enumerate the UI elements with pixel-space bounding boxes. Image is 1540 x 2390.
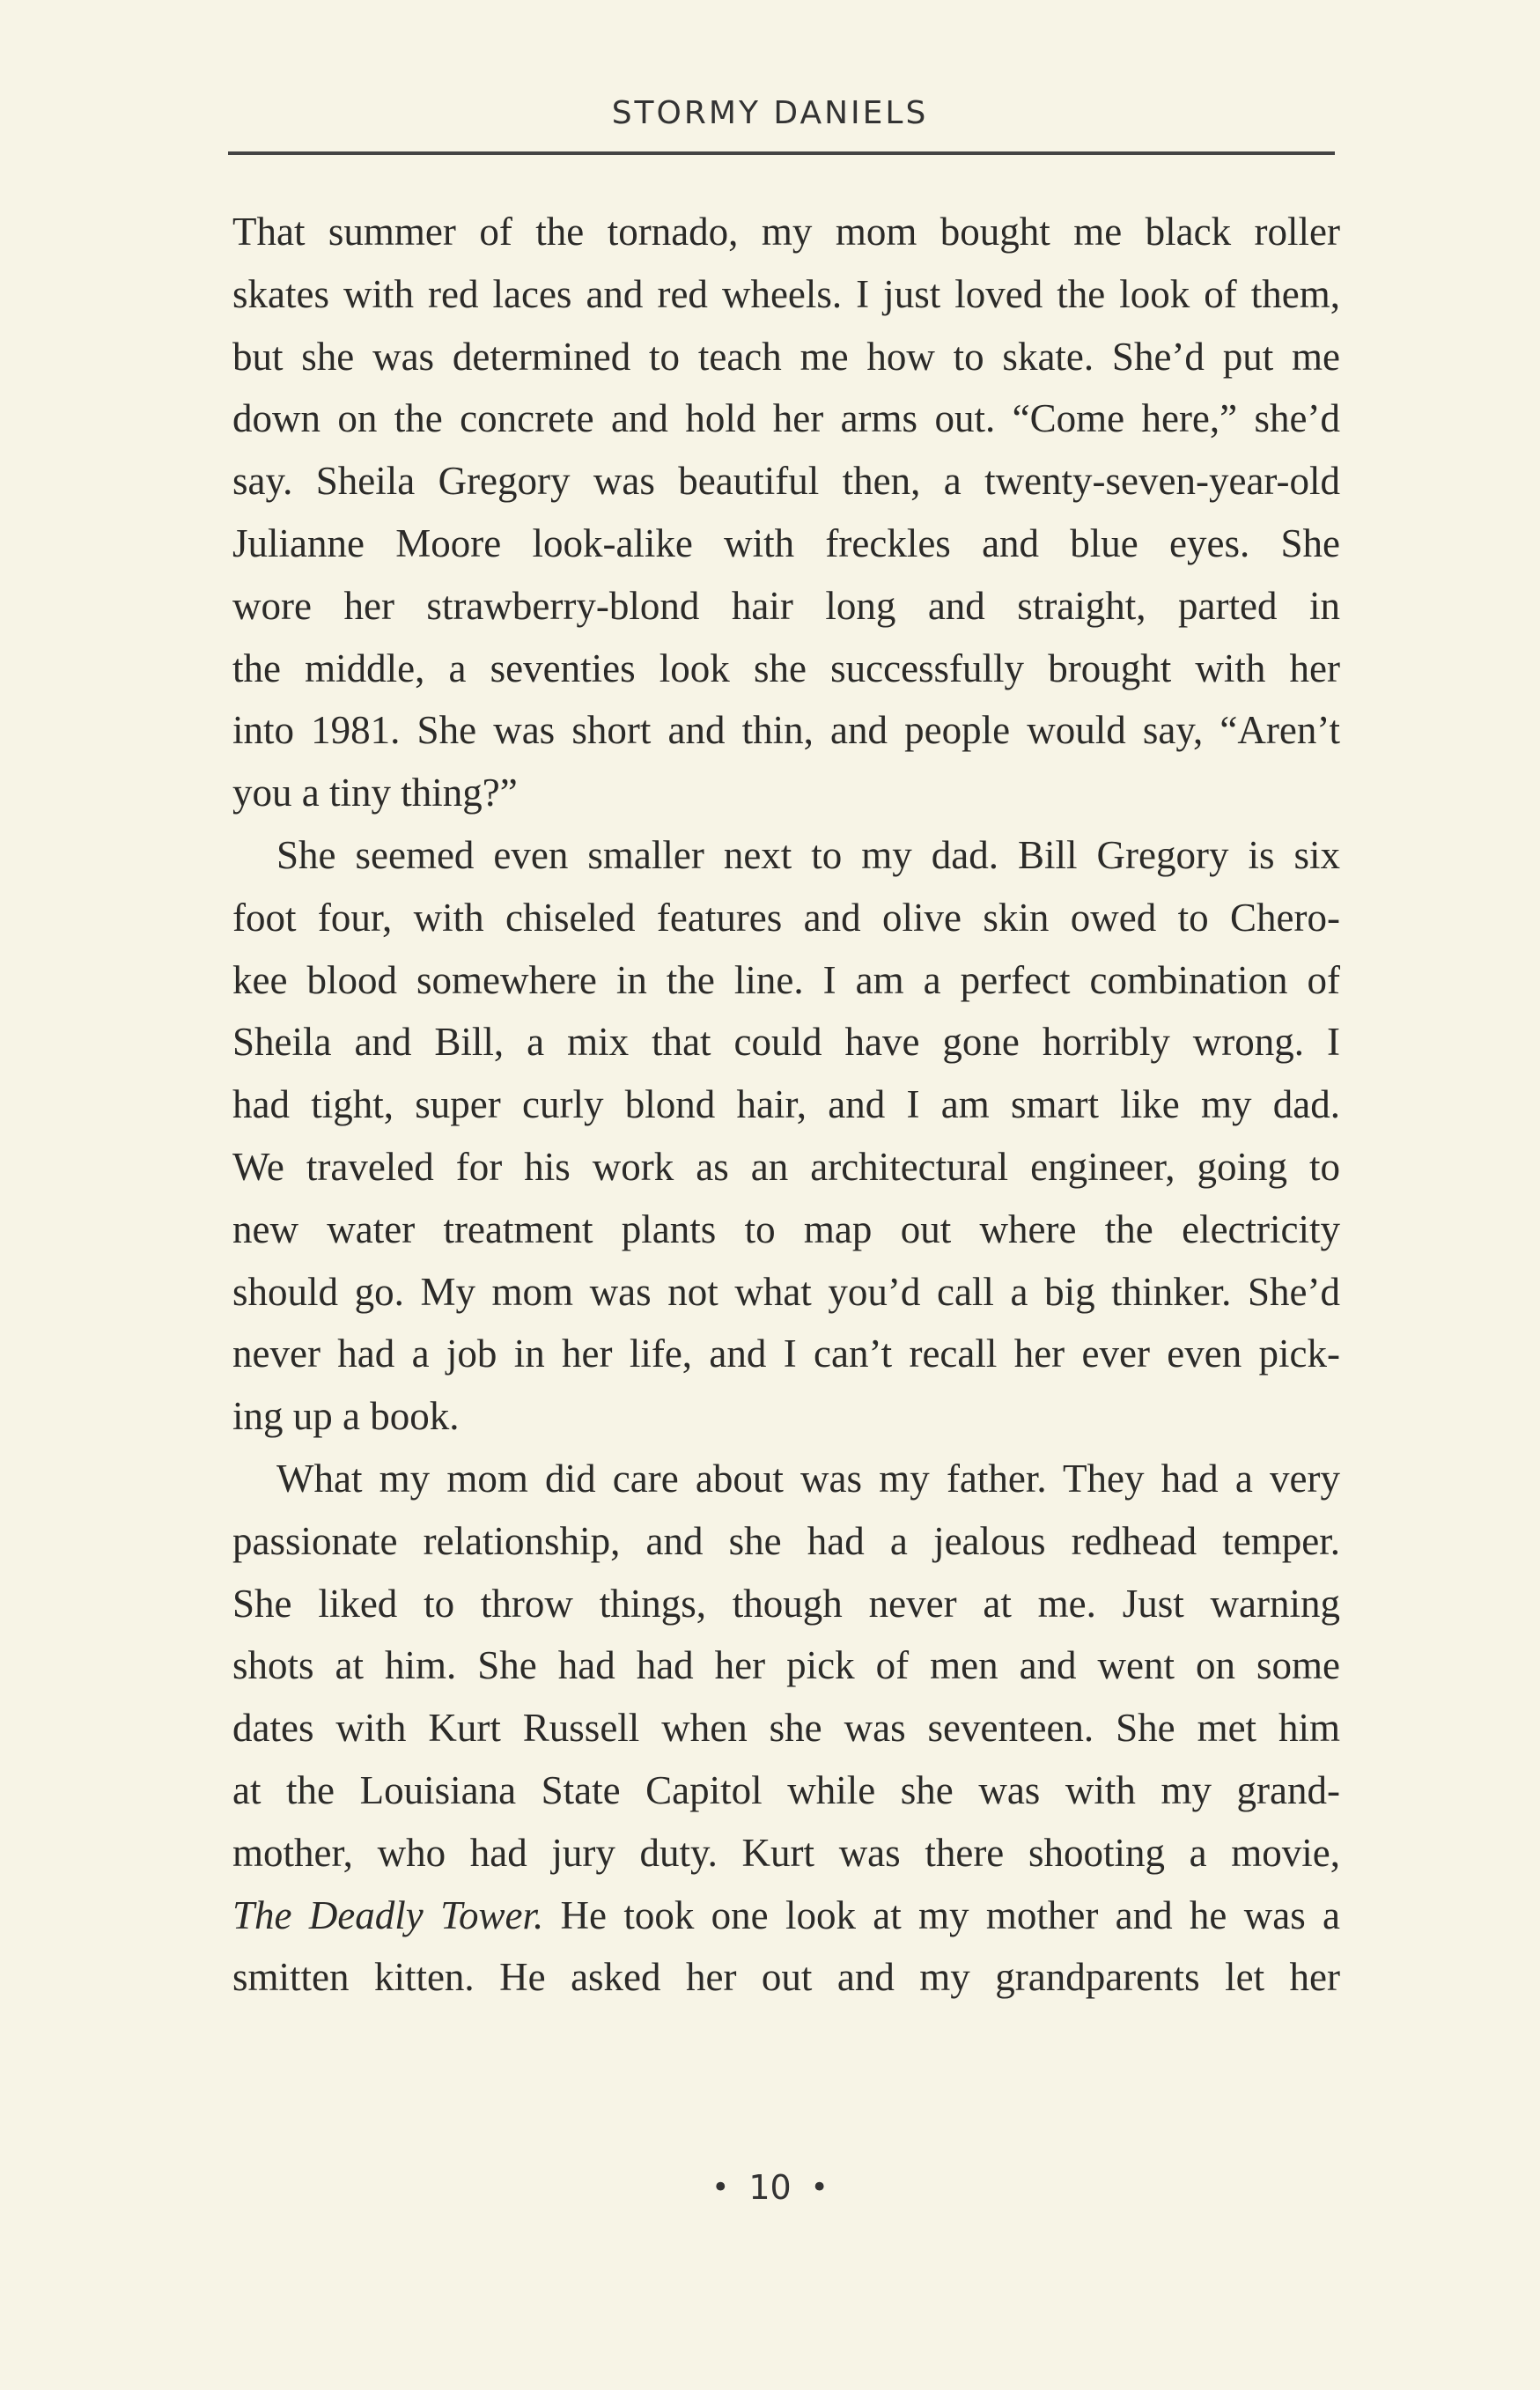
text-line: kee blood somewhere in the line. I am a perfect combination of (232, 957, 1340, 1002)
text-line: wore her strawberry-blond hair long and straight, parted in (232, 583, 1340, 628)
bullet-left: • (711, 2170, 730, 2205)
text-line: should go. My mom was not what you’d call a big thinker. She’d (232, 1269, 1340, 1314)
text-line: you a tiny thing?” (232, 771, 518, 815)
text-line: down on the concrete and hold her arms out. “Come here,” she’d (232, 396, 1340, 441)
text-line: the middle, a seventies look she successfully brought with her (232, 645, 1340, 690)
text-line: shots at him. She had had her pick of men and went on some (232, 1643, 1340, 1688)
bullet-right: • (810, 2170, 829, 2205)
text-line: say. Sheila Gregory was beautiful then, a twenty-seven-year-old (232, 459, 1340, 504)
text-line: Julianne Moore look-alike with freckles and blue eyes. She (232, 520, 1340, 565)
body-text (232, 201, 1340, 2009)
text-line: into 1981. She was short and thin, and people would say, “Aren’t (232, 708, 1340, 753)
page-number: 10 (748, 2168, 792, 2207)
header-rule (228, 151, 1335, 155)
text-line: What my mom did care about was my father. They had a very (276, 1456, 1340, 1501)
text-line: ing up a book. (232, 1394, 460, 1439)
text-line: never had a job in her life, and I can’t recall her ever even pick- (232, 1331, 1340, 1376)
text-line: new water treatment plants to map out where the electricity (232, 1206, 1340, 1251)
text-line: at the Louisiana State Capitol while she was with my grand- (232, 1767, 1340, 1812)
text-line-with-italic-title (232, 1885, 1340, 1947)
text-line: Sheila and Bill, a mix that could have gone horribly wrong. I (232, 1020, 1340, 1065)
movie-title: The Deadly Tower. (232, 1892, 544, 1937)
text-line: passionate relationship, and she had a jealous redhead temper. (232, 1518, 1340, 1563)
text-line: That summer of the tornado, my mom bought me black roller (232, 210, 1340, 254)
paragraph-1 (232, 201, 1340, 824)
paragraph-2 (232, 824, 1340, 1448)
text-line: skates with red laces and red wheels. I just loved the look of them, (232, 271, 1340, 316)
text-line: mother, who had jury duty. Kurt was there shooting a movie, (232, 1830, 1340, 1875)
text-line: but she was determined to teach me how to skate. She’d put me (232, 334, 1340, 379)
text-line-rest: He took one look at my mother and he was a (543, 1892, 1340, 1937)
text-line: dates with Kurt Russell when she was seventeen. She met him (232, 1706, 1340, 1751)
paragraph-3 (232, 1448, 1340, 2009)
text-line: We traveled for his work as an architectural engineer, going to (232, 1144, 1340, 1189)
page-footer (0, 2168, 1540, 2207)
text-line: had tight, super curly blond hair, and I am smart like my dad. (232, 1082, 1340, 1127)
text-line: She seemed even smaller next to my dad. Bill Gregory is six (276, 832, 1340, 877)
text-line: She liked to throw things, though never at me. Just warning (232, 1581, 1340, 1626)
running-head: STORMY DANIELS (611, 95, 929, 131)
text-line: foot four, with chiseled features and olive skin owed to Chero- (232, 895, 1340, 940)
text-line: smitten kitten. He asked her out and my grandparents let her (232, 1955, 1340, 2000)
